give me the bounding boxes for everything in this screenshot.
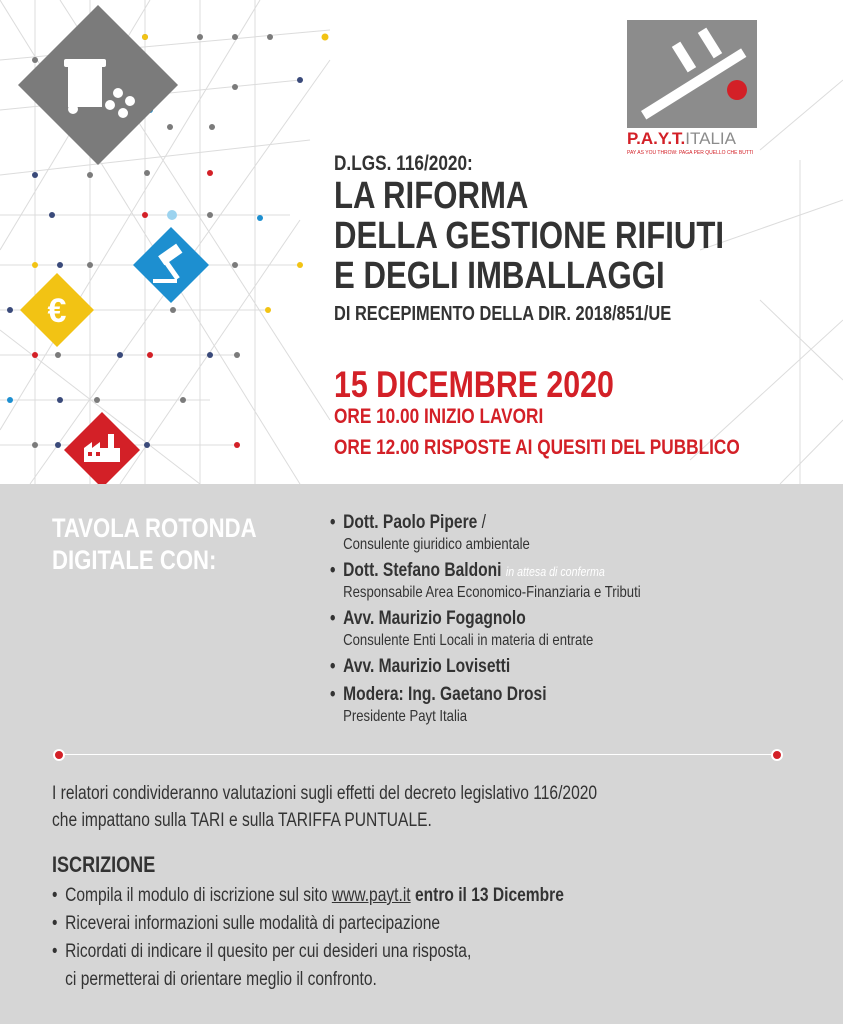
speaker-role: Presidente Payt Italia: [343, 708, 468, 725]
logo-brand-italia: ITALIA: [685, 129, 736, 148]
speaker-name-row: • Modera: Ing. Gaetano Drosi: [330, 684, 547, 705]
registration-item-text: Ricordati di indicare il quesito per cui desideri una risposta,: [65, 941, 472, 962]
speaker-role: Consulente Enti Locali in materia di entrate: [343, 632, 594, 649]
speaker-item: [330, 512, 740, 554]
speaker-name: Dott. Paolo Pipere: [343, 512, 478, 533]
registration-item-text: Riceverai informazioni sulle modalità di partecipazione: [65, 913, 441, 934]
divider-dot-left: [53, 749, 65, 761]
decree-label: D.LGS. 116/2020:: [334, 152, 473, 175]
speaker-name: Avv. Maurizio Lovisetti: [343, 656, 511, 677]
speaker-note: in attesa di conferma: [505, 564, 605, 579]
registration-deadline: entro il 13 Dicembre: [410, 885, 564, 906]
title-line-1: LA RIFORMA: [334, 175, 529, 217]
registration-item: • Compila il modulo di iscrizione sul sito www.payt.it entro il 13 Dicembre: [52, 885, 564, 906]
speaker-name: Avv. Maurizio Fogagnolo: [343, 608, 526, 629]
header-section: [0, 0, 843, 484]
intro-text: [52, 780, 597, 834]
waste-bin-icon: [18, 5, 178, 165]
intro-line-1: I relatori condivideranno valutazioni sugli effetti del decreto legislativo 116/2020: [52, 783, 598, 804]
title-line-3: E DEGLI IMBALLAGGI: [334, 255, 665, 297]
page-title: [334, 176, 724, 296]
speaker-name-row: • Avv. Maurizio Fogagnolo: [330, 608, 526, 629]
start-time: ORE 10.00 INIZIO LAVORI: [334, 405, 544, 428]
speaker-name: Modera: Ing. Gaetano Drosi: [343, 684, 547, 705]
factory-icon: [64, 412, 140, 484]
speaker-name: Dott. Stefano Baldoni: [343, 560, 502, 581]
registration-item-text: Compila il modulo di iscrizione sul sito: [65, 885, 332, 906]
speaker-item: [330, 656, 740, 678]
registration-item: • Riceverai informazioni sulle modalità di partecipazione: [52, 913, 441, 934]
qa-time: ORE 12.00 RISPOSTE AI QUESITI DEL PUBBLICO: [334, 436, 740, 459]
registration-item: • Ricordati di indicare il quesito per cui desideri una risposta, ci permetterai di orientare meglio il confronto.: [52, 941, 472, 990]
speaker-role: Responsabile Area Economico-Finanziaria e Tributi: [343, 584, 641, 601]
logo-brand: P.A.Y.T.: [627, 129, 686, 148]
logo-wordmark: [627, 130, 736, 148]
speaker-name-row: • Dott. Paolo Pipere /: [330, 512, 486, 533]
registration-title: ISCRIZIONE: [52, 852, 156, 877]
divider-line: [58, 754, 776, 755]
roundtable-line-1: TAVOLA ROTONDA: [52, 513, 257, 543]
speakers-list: [330, 512, 740, 732]
divider-dot-right: [771, 749, 783, 761]
payt-italia-logo: [627, 20, 757, 160]
svg-text:€: €: [47, 292, 67, 330]
subtitle: DI RECEPIMENTO DELLA DIR. 2018/851/UE: [334, 303, 672, 325]
speaker-name-row: • Dott. Stefano Baldoni in attesa di conferma: [330, 560, 605, 581]
logo-tagline: PAY AS YOU THROW: PAGA PER QUELLO CHE BUTTI: [627, 150, 754, 156]
speaker-item: [330, 684, 740, 726]
roundtable-line-2: DIGITALE CON:: [52, 545, 217, 575]
speaker-item: [330, 560, 740, 602]
gavel-icon: [133, 227, 209, 303]
intro-line-2: che impattano sulla TARI e sulla TARIFFA PUNTUALE.: [52, 810, 432, 831]
event-date: 15 DICEMBRE 2020: [334, 364, 614, 405]
speaker-suffix: /: [477, 512, 486, 533]
website-link[interactable]: www.payt.it: [331, 885, 411, 906]
speaker-name-row: • Avv. Maurizio Lovisetti: [330, 656, 511, 677]
speaker-item: [330, 608, 740, 650]
registration-item-text-cont: ci permetterai di orientare meglio il confronto.: [65, 969, 377, 990]
registration-list: [52, 882, 564, 994]
speaker-role: Consulente giuridico ambientale: [343, 536, 530, 553]
title-line-2: DELLA GESTIONE RIFIUTI: [334, 215, 725, 257]
euro-icon: [20, 273, 94, 347]
roundtable-heading: [52, 512, 257, 576]
